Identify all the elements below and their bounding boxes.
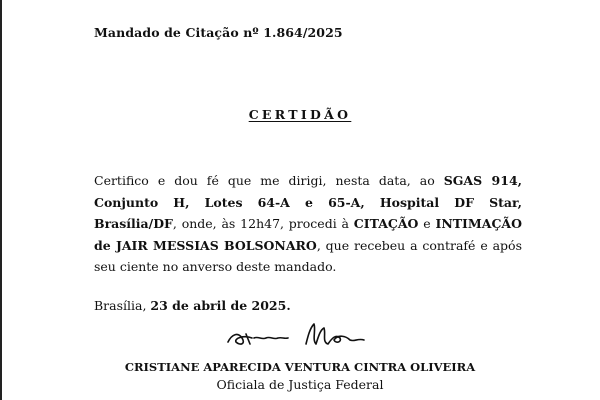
signer-role: Oficiala de Justiça Federal [216, 377, 384, 392]
document-title: CERTIDÃO [248, 107, 352, 122]
body-text-3: e [418, 216, 436, 231]
address-text: SGAS 914, Conjunto H, Lotes 64-A e 65-A, Hospital DF Star, Brasília/DF [94, 173, 522, 231]
body-text-2: , onde, às 12h47, procedi à [172, 216, 354, 231]
date-value: 23 de abril de 2025. [150, 298, 291, 313]
body-text-4: , que recebeu a contrafé e após seu ciente no anverso deste mandado. [94, 237, 522, 274]
document-heading: Mandado de Citação nº 1.864/2025 [94, 25, 343, 40]
page-edge [0, 0, 2, 400]
citation-text: CITAÇÃO [353, 216, 419, 231]
date-line [94, 298, 291, 313]
certificate-paragraph [94, 170, 522, 278]
certificate-body [94, 170, 522, 278]
signer-name: CRISTIANE APARECIDA VENTURA CINTRA OLIVEIRA [124, 360, 476, 374]
intimation-text: INTIMAÇÃO de JAIR MESSIAS BOLSONARO [94, 216, 522, 253]
body-text-1: Certifico e dou fé que me dirigi, nesta data, ao [94, 173, 444, 188]
handwritten-signature [222, 316, 382, 350]
date-city: Brasília, [94, 298, 151, 313]
